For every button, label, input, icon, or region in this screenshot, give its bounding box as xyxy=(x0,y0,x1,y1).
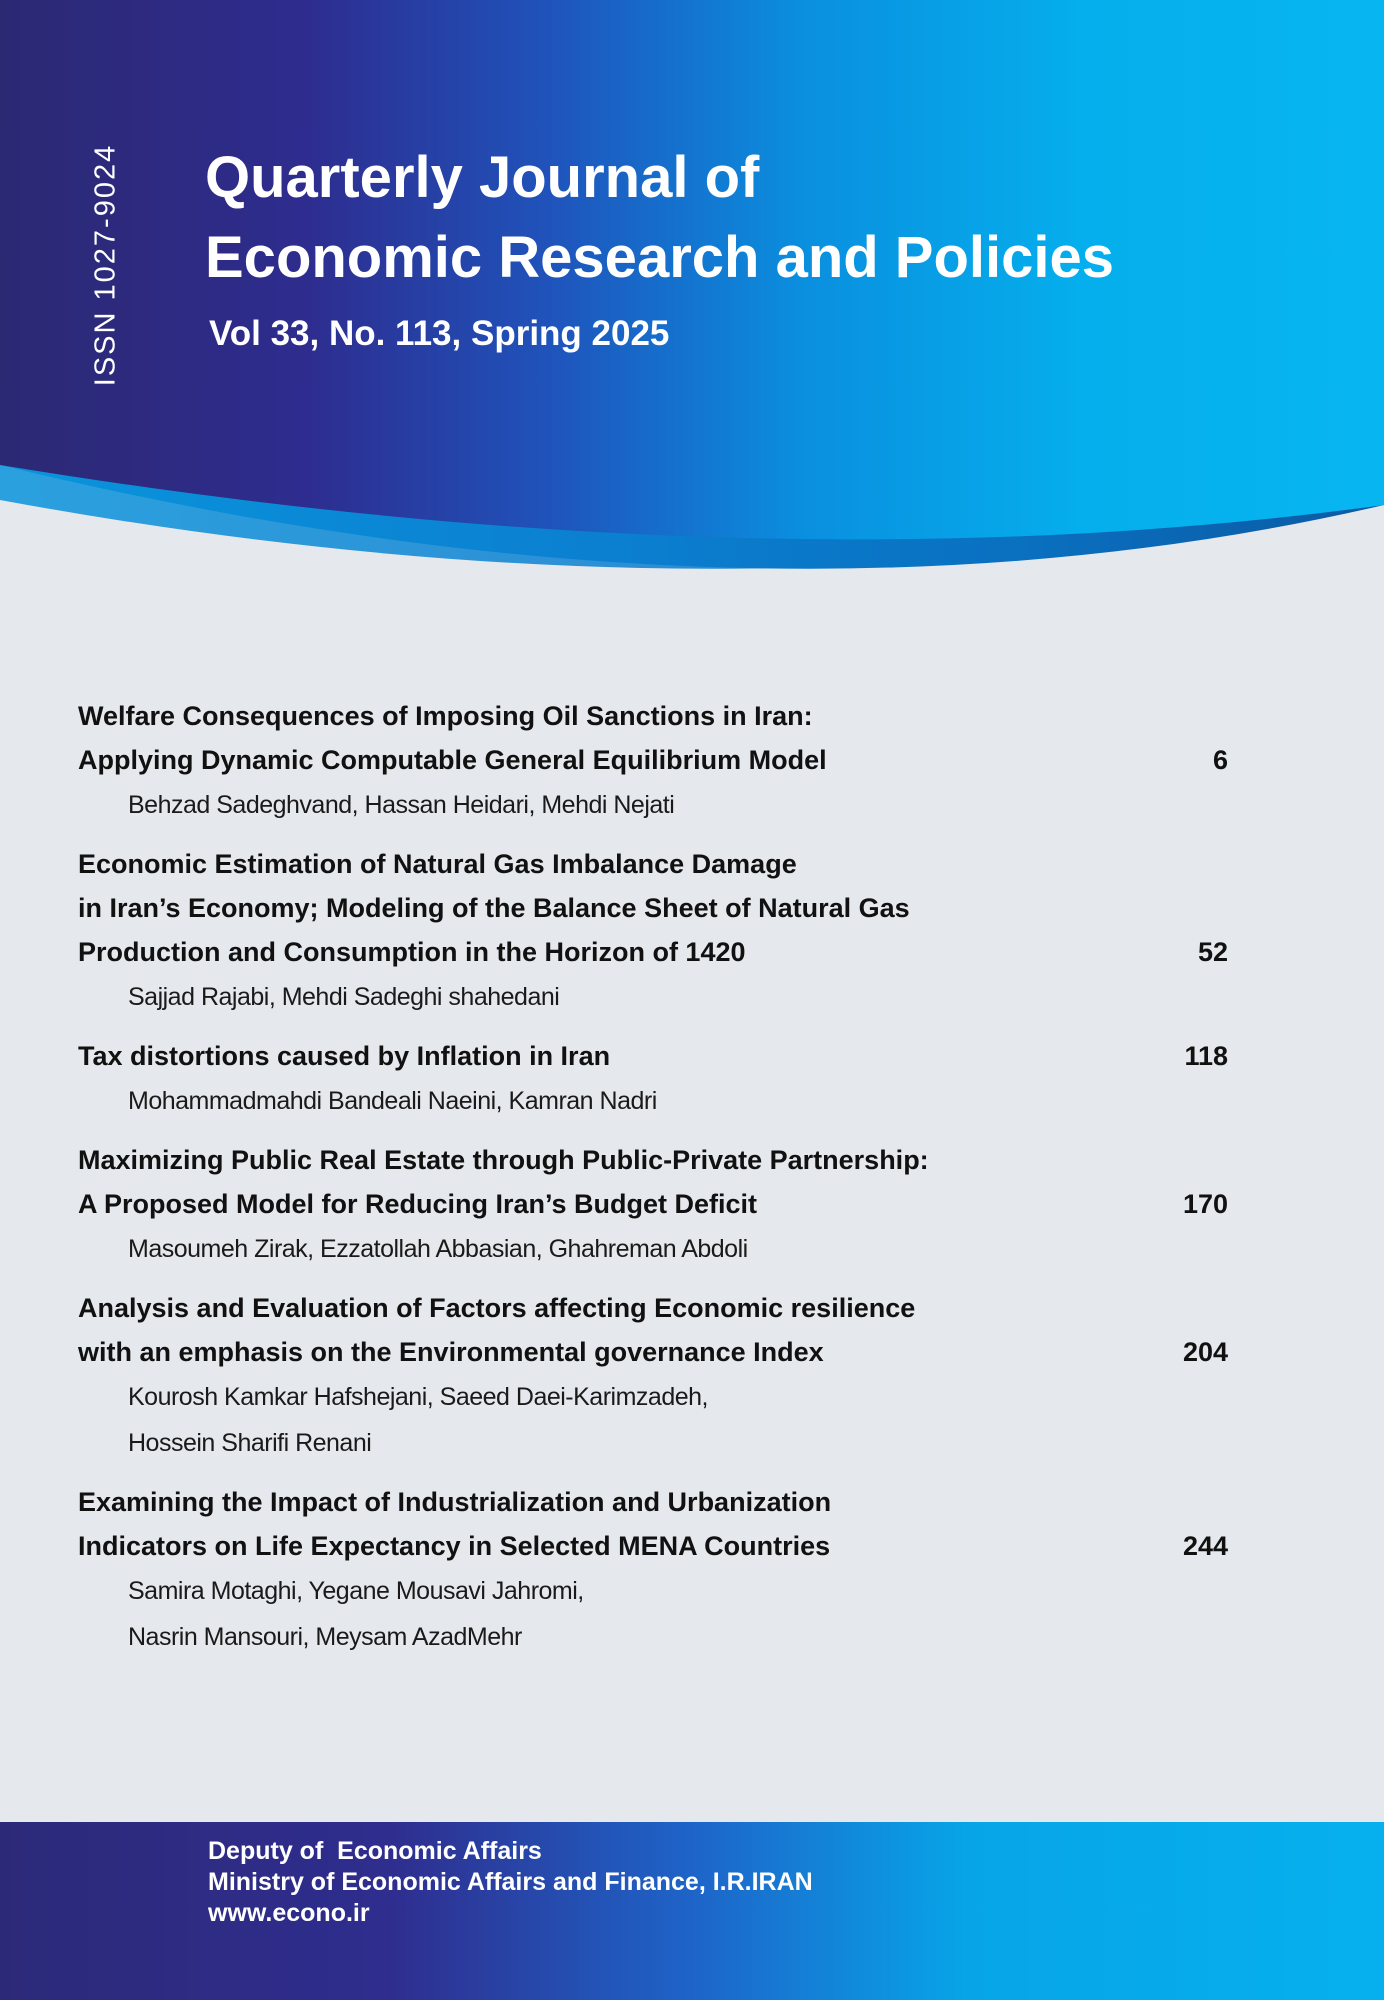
article-title-line: Economic Estimation of Natural Gas Imbalance Damage xyxy=(78,849,797,879)
page-number: 244 xyxy=(1182,1531,1228,1561)
toc-entry xyxy=(78,1286,1228,1466)
page-number: 170 xyxy=(1182,1189,1228,1219)
article-authors: Nasrin Mansouri, Meysam AzadMehr xyxy=(128,1623,522,1651)
article-title-line: Indicators on Life Expectancy in Selected MENA Countries xyxy=(78,1531,831,1561)
article-title-line: in Iran’s Economy; Modeling of the Balance Sheet of Natural Gas xyxy=(78,893,910,923)
article-authors: Sajjad Rajabi, Mehdi Sadeghi shahedani xyxy=(128,983,560,1011)
header-banner xyxy=(0,0,1384,620)
journal-title xyxy=(205,138,1114,298)
page-number: 118 xyxy=(1184,1041,1228,1071)
article-title-line: Examining the Impact of Industrialization and Urbanization xyxy=(78,1487,832,1517)
volume-info: Vol 33, No. 113, Spring 2025 xyxy=(209,314,670,353)
page-number: 52 xyxy=(1197,937,1228,967)
issn-number: ISSN 1027-9024 xyxy=(89,143,122,387)
toc-entry xyxy=(78,1034,1228,1124)
article-authors: Hossein Sharifi Renani xyxy=(128,1429,372,1457)
article-title-line: Analysis and Evaluation of Factors affecting Economic resilience xyxy=(78,1293,916,1323)
article-authors: Behzad Sadeghvand, Hassan Heidari, Mehdi Nejati xyxy=(128,791,675,819)
toc-entry xyxy=(78,1138,1228,1272)
publisher-footer xyxy=(0,1822,1384,2000)
article-authors: Mohammadmahdi Bandeali Naeini, Kamran Nadri xyxy=(128,1087,657,1115)
article-title-line: A Proposed Model for Reducing Iran’s Budget Deficit xyxy=(78,1189,758,1219)
toc-entry xyxy=(78,694,1228,828)
publisher-website[interactable]: www.econo.ir xyxy=(208,1899,370,1927)
article-title-line: with an emphasis on the Environmental governance Index xyxy=(78,1337,824,1367)
article-title-line: Production and Consumption in the Horizon of 1420 xyxy=(78,937,746,967)
article-authors: Kourosh Kamkar Hafshejani, Saeed Daei-Karimzadeh, xyxy=(128,1383,708,1411)
table-of-contents xyxy=(78,694,1228,1674)
article-title-line: Welfare Consequences of Imposing Oil Sanctions in Iran: xyxy=(78,701,813,731)
toc-entry xyxy=(78,842,1228,1020)
article-authors: Samira Motaghi, Yegane Mousavi Jahromi, xyxy=(128,1577,584,1605)
journal-title-line-1: Quarterly Journal of xyxy=(205,145,760,210)
publisher-deputy: Deputy of Economic Affairs xyxy=(208,1837,542,1865)
publisher-info xyxy=(208,1836,813,1929)
page-number: 204 xyxy=(1182,1337,1228,1367)
article-title-line: Applying Dynamic Computable General Equilibrium Model xyxy=(78,745,827,775)
page-number: 6 xyxy=(1212,745,1228,775)
journal-title-line-2: Economic Research and Policies xyxy=(205,225,1115,290)
article-title-line: Maximizing Public Real Estate through Public-Private Partnership: xyxy=(78,1145,929,1175)
article-authors: Masoumeh Zirak, Ezzatollah Abbasian, Ghahreman Abdoli xyxy=(128,1235,748,1263)
toc-entry xyxy=(78,1480,1228,1660)
article-title-line: Tax distortions caused by Inflation in Iran xyxy=(78,1041,611,1071)
publisher-ministry: Ministry of Economic Affairs and Finance, I.R.IRAN xyxy=(208,1868,813,1896)
